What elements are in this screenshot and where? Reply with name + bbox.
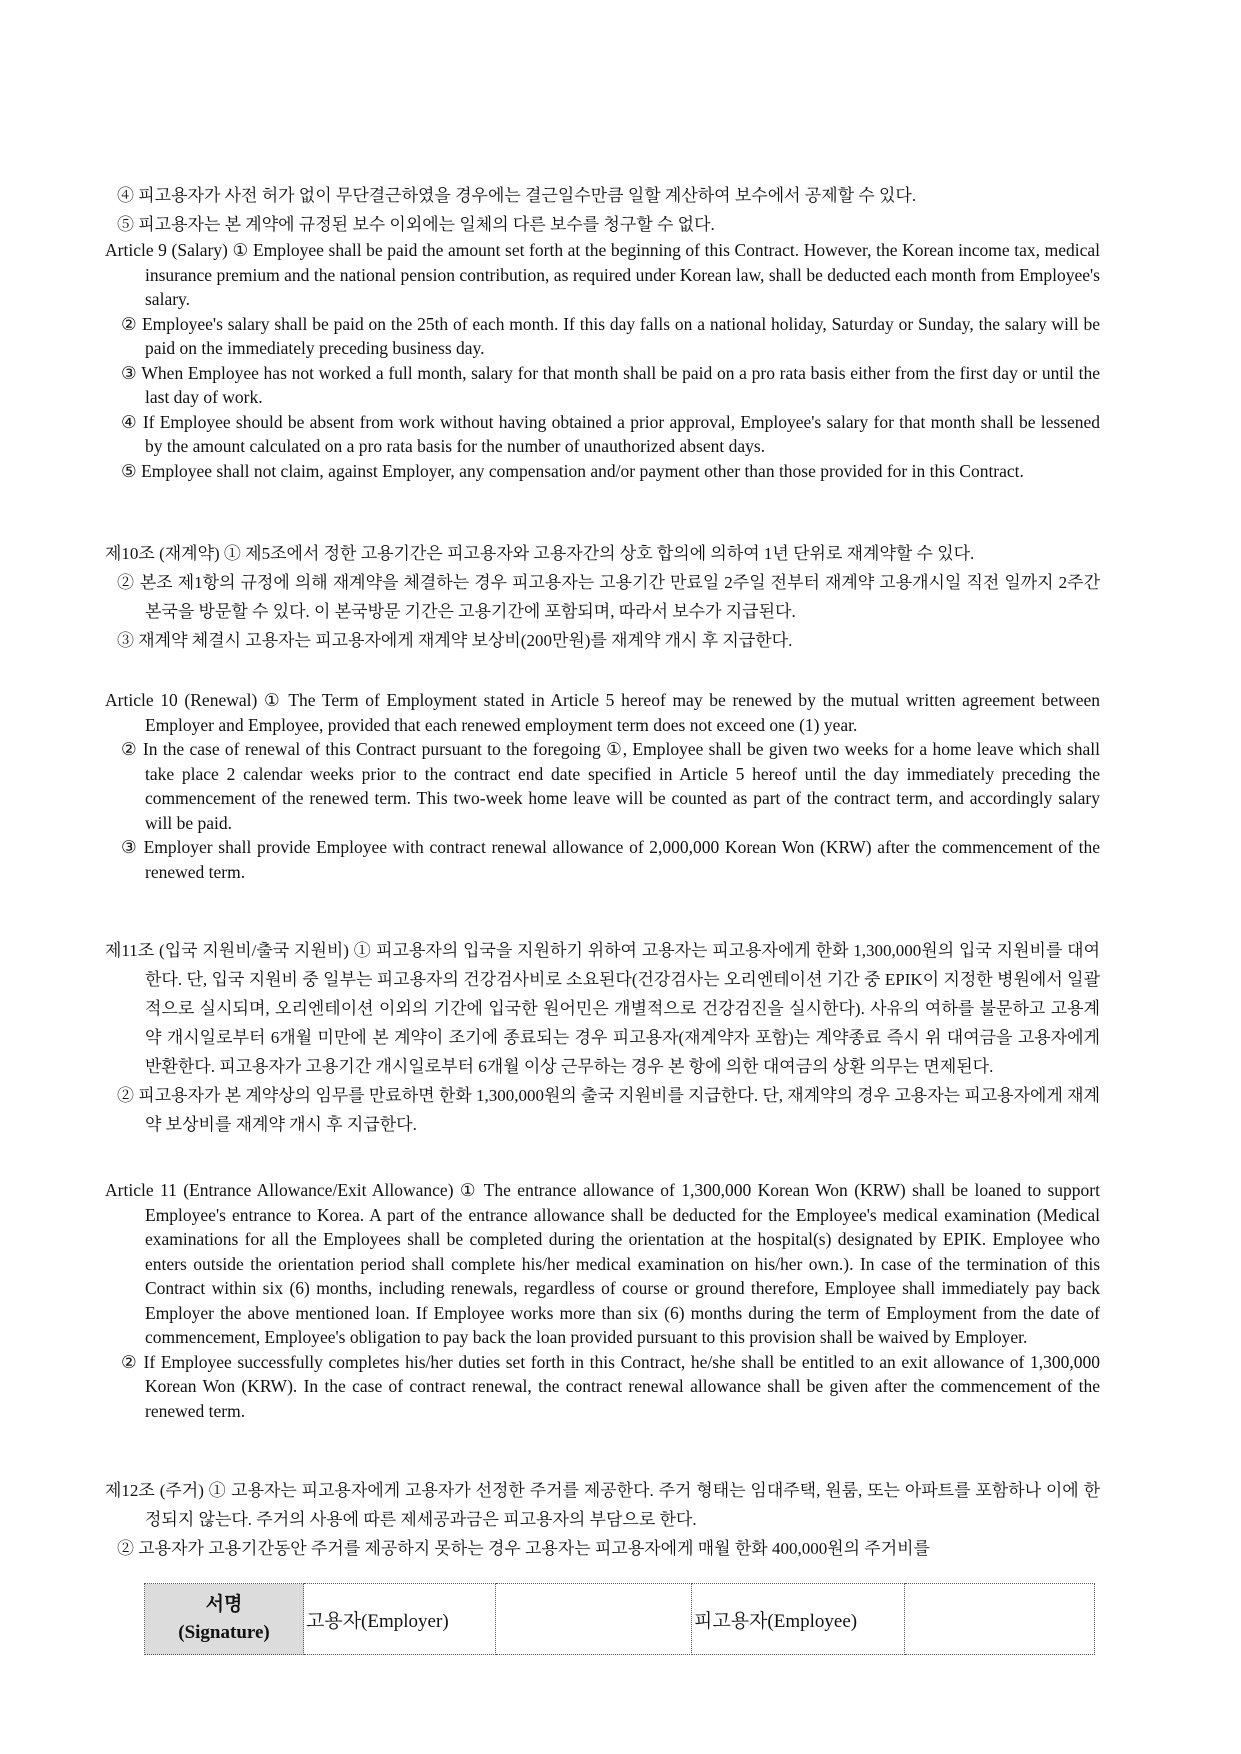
- clause-9-5-en: ⑤ Employee shall not claim, against Employer, any compensation and/or payment other than those provided for in this Contract.: [121, 460, 1024, 481]
- article-10-english: [105, 688, 1100, 884]
- clause-8-5-ko: ⑤ 피고용자는 본 계약에 규정된 보수 이외에는 일체의 다른 보수를 청구할 수 없다.: [117, 215, 715, 234]
- employer-label: 고용자(Employer): [304, 1584, 496, 1655]
- article-12-korean: [105, 1476, 1100, 1563]
- employer-signature-field[interactable]: [496, 1584, 692, 1655]
- clause-12-2-ko: ② 고용자가 고용기간동안 주거를 제공하지 못하는 경우 고용자는 피고용자에게 매월 한화 400,000원의 주거비를: [117, 1539, 930, 1558]
- clause-8-4-ko: ④ 피고용자가 사전 허가 없이 무단결근하였을 경우에는 결근일수만큼 일할 계산하여 보수에서 공제할 수 있다.: [117, 186, 917, 205]
- signature-header-ko: 서명: [205, 1594, 243, 1615]
- article-9-english: [105, 238, 1100, 483]
- article-11-english: [105, 1178, 1100, 1423]
- clause-11-1-ko: 제11조 (입국 지원비/출국 지원비) ① 피고용자의 입국을 지원하기 위하여 고용자는 피고용자에게 한화 1,300,000원의 입국 지원비를 대여한다. 단, 입국 지원비 중 일부는 피고용자의 건강검사비로 소요된다(건강검사는 오리엔테이션 기간 중 EPIK이 지정한 병원에서 일괄적으로 실시되며, 오리엔테이션 이외의 기간에 입국한 원어민은 개별적으로 건강검진을 실시한다). 사유의 여하를 불문하고 고용계약 개시일로부터 6개월 미만에 본 계약이 조기에 종료되는 경우 피고용자(재계약자 포함)는 계약종료 즉시 위 대여금을 고용자에게 반환한다. 피고용자가 고용기간 개시일로부터 6개월 이상 근무하는 경우 본 항에 의한 대여금의 상환 의무는 면제된다.: [105, 941, 1100, 1076]
- clause-11-1-en: Article 11 (Entrance Allowance/Exit Allowance) ① The entrance allowance of 1,300,000 Korean Won (KRW) shall be loaned to support Employee's entrance to Korea. A part of the entrance allowance shall be deducted for the Employee's medical examination (Medical examinations for all the Employees shall be completed during the orientation at the hospital(s) designated by EPIK. Employee who enters outside the orientation period shall complete his/her medical examination on his/her own.). In case of the termination of this Contract within six (6) months, including renewals, regardless of course or ground therefore, Employee shall immediately pay back Employer the above mentioned loan. If Employee works more than six (6) months during the term of Employment from the date of commencement, Employee's obligation to pay back the loan provided pursuant to this provision shall be waived by Employer.: [105, 1180, 1100, 1347]
- clause-11-2-ko: ② 피고용자가 본 계약상의 임무를 만료하면 한화 1,300,000원의 출국 지원비를 지급한다. 단, 재계약의 경우 고용자는 피고용자에게 재계약 보상비를 재계약 개시 후 지급한다.: [117, 1086, 1100, 1134]
- signature-header: [145, 1584, 304, 1655]
- signature-table: [144, 1583, 1095, 1655]
- article-11-korean: [105, 936, 1100, 1139]
- clause-10-2-ko: ② 본조 제1항의 규정에 의해 재계약을 체결하는 경우 피고용자는 고용기간 만료일 2주일 전부터 재계약 고용개시일 직전 일까지 2주간 본국을 방문할 수 있다. 이 본국방문 기간은 고용기간에 포함되며, 따라서 보수가 지급된다.: [117, 573, 1100, 621]
- clause-9-3-en: ③ When Employee has not worked a full month, salary for that month shall be paid on a pro rata basis either from the first day or until the last day of work.: [121, 362, 1100, 407]
- clause-9-4-en: ④ If Employee should be absent from work without having obtained a prior approval, Employee's salary for that month shall be lessened by the amount calculated on a pro rata basis for the number of unauthorized absent days.: [121, 411, 1100, 456]
- clause-9-1-en: Article 9 (Salary) ① Employee shall be paid the amount set forth at the beginning of this Contract. However, the Korean income tax, medical insurance premium and the national pension contribution, as required under Korean law, shall be deducted each month from Employee's salary.: [105, 240, 1100, 309]
- clause-12-1-ko: 제12조 (주거) ① 고용자는 피고용자에게 고용자가 선정한 주거를 제공한다. 주거 형태는 임대주택, 원룸, 또는 아파트를 포함하나 이에 한정되지 않는다. 주거의 사용에 따른 제세공과금은 피고용자의 부담으로 한다.: [105, 1481, 1100, 1529]
- employee-signature-field[interactable]: [905, 1584, 1095, 1655]
- signature-header-en: (Signature): [178, 1622, 270, 1643]
- clause-10-3-en: ③ Employer shall provide Employee with contract renewal allowance of 2,000,000 Korean Won (KRW) after the commencement of the renewed term.: [121, 837, 1100, 882]
- clause-11-2-en: ② If Employee successfully completes his/her duties set forth in this Contract, he/she shall be entitled to an exit allowance of 1,300,000 Korean Won (KRW). In the case of contract renewal, the contract renewal allowance shall be given after the commencement of the renewed term.: [121, 1351, 1100, 1421]
- article-10-korean: [105, 539, 1100, 655]
- clause-10-1-en: Article 10 (Renewal) ① The Term of Employment stated in Article 5 hereof may be renewed by the mutual written agreement between Employer and Employee, provided that each renewed employment term does not exceed one (1) year.: [105, 690, 1100, 735]
- clause-9-2-en: ② Employee's salary shall be paid on the 25th of each month. If this day falls on a national holiday, Saturday or Sunday, the salary will be paid on the immediately preceding business day.: [121, 313, 1100, 358]
- clause-10-1-ko: 제10조 (재계약) ① 제5조에서 정한 고용기간은 피고용자와 고용자간의 상호 합의에 의하여 1년 단위로 재계약할 수 있다.: [105, 544, 975, 563]
- employee-label: 피고용자(Employee): [692, 1584, 905, 1655]
- article-8-korean-tail: [105, 181, 1100, 239]
- clause-10-2-en: ② In the case of renewal of this Contract pursuant to the foregoing ①, Employee shall be given two weeks for a home leave which shall take place 2 calendar weeks prior to the contract end date specified in Article 5 hereof until the day immediately preceding the commencement of the renewed term. This two-week home leave will be counted as part of the contract term, and accordingly salary will be paid.: [121, 739, 1100, 833]
- clause-10-3-ko: ③ 재계약 체결시 고용자는 피고용자에게 재계약 보상비(200만원)를 재계약 개시 후 지급한다.: [117, 631, 793, 650]
